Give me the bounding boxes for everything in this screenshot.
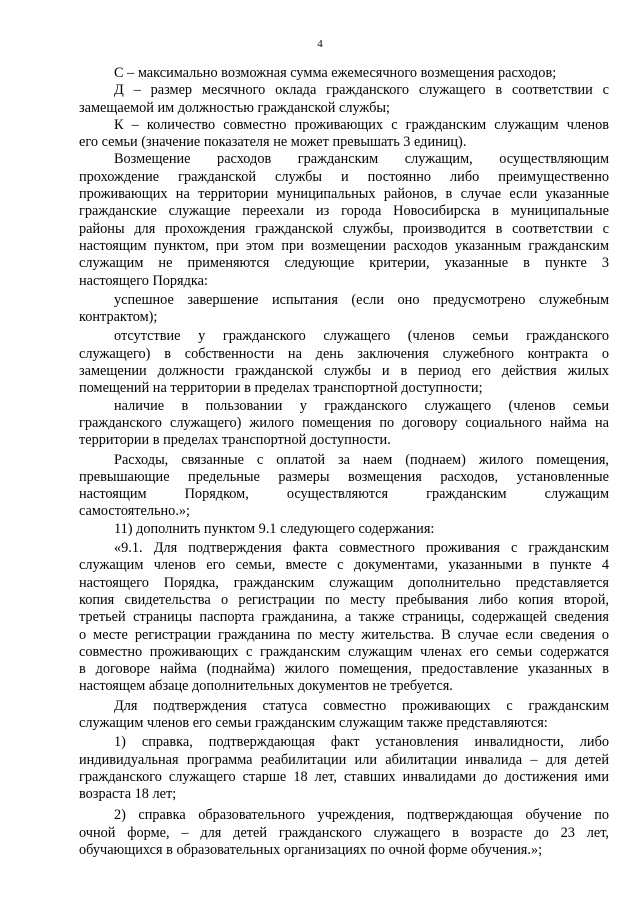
text-line: прохождение гражданской службы и постоянно либо преимущественно	[79, 168, 609, 185]
text-line: успешное завершение испытания (если оно предусмотрено служебным	[114, 291, 609, 308]
text-line: настоящего Порядка, гражданским служащим дополнительно представляется	[79, 574, 609, 591]
text-line: служащего) в собственности на день заключения служебного контракта о	[79, 345, 609, 362]
text-line: К – количество совместно проживающих с гражданским служащим членов	[114, 116, 609, 133]
text-line: возраста 18 лет;	[79, 786, 177, 803]
text-line: контрактом);	[79, 309, 158, 326]
text-line: гражданского служащего старше 18 лет, ставших инвалидами до достижения ими	[79, 768, 609, 785]
text-line: о месте регистрации гражданина по месту жительства. В случае если сведения о	[79, 626, 609, 643]
text-line: служащим членов его семьи, вместе с документами, указанными в пункте 4	[79, 557, 609, 574]
text-line: Возмещение расходов гражданским служащим, осуществляющим	[114, 151, 609, 168]
text-line: отсутствие у гражданского служащего (членов семьи гражданского	[114, 328, 609, 345]
text-line: замещаемой им должностью гражданской службы;	[79, 99, 390, 116]
text-line: С – максимально возможная сумма ежемесячного возмещения расходов;	[114, 65, 557, 81]
text-line: третьей страницы паспорта гражданина, а также страницы, содержащей сведения	[79, 609, 609, 626]
text-line: в договоре найма (поднайма) жилого помещения, предоставление указанных в	[79, 661, 609, 678]
text-line: служащим не применяются следующие критерии, указанные в пункте 3	[79, 255, 609, 272]
text-line: настоящим Порядком, осуществляются гражданским служащим	[79, 486, 609, 503]
text-line: его семьи (значение показателя не может превышать 3 единиц).	[79, 134, 467, 151]
text-line: настоящим пунктом, при этом при возмещении расходов указанным гражданским	[79, 237, 609, 254]
page-number: 4	[317, 38, 323, 50]
text-line: Д – размер месячного оклада гражданского служащего в соответствии с	[114, 82, 609, 99]
text-line: превышающие предельные размеры возмещения расходов, установленные	[79, 468, 609, 485]
text-line: проживающих на территории муниципальных районов, в случае если указанные	[79, 186, 609, 203]
text-line: обучающихся в образовательных организациях по очной форме обучения.»;	[79, 842, 543, 859]
text-line: служащим членов его семьи гражданским служащим также представляются:	[79, 714, 548, 731]
text-line: районы для прохождения гражданской службы, производится в соответствии с	[79, 220, 609, 237]
text-line: гражданские служащие переехали из города Новосибирска в муниципальные	[79, 203, 609, 220]
text-line: настоящем абзаце дополнительных документов не требуется.	[79, 678, 453, 695]
text-line: совместно проживающих с гражданским служащим членах его семьи содержатся	[79, 643, 609, 660]
text-line: Для подтверждения статуса совместно проживающих с гражданским	[114, 697, 609, 714]
text-line: замещении должности гражданской службы и в период его действия жилых	[79, 363, 609, 380]
text-line: гражданского служащего) жилого помещения по договору социального найма на	[79, 414, 609, 431]
text-line: 11) дополнить пунктом 9.1 следующего содержания:	[114, 520, 435, 537]
text-line: Расходы, связанные с оплатой за наем (поднаем) жилого помещения,	[114, 451, 609, 468]
text-line: 1) справка, подтверждающая факт установления инвалидности, либо	[114, 734, 609, 751]
text-line: индивидуальная программа реабилитации или абилитации инвалида – для детей	[79, 751, 609, 768]
text-line: самостоятельно.»;	[79, 503, 191, 520]
text-line: очной форме, – для детей гражданского служащего в возрасте до 23 лет,	[79, 824, 609, 841]
text-line: копия свидетельства о регистрации по месту пребывания либо копия второй,	[79, 591, 609, 608]
text-line: наличие в пользовании у гражданского служащего (членов семьи	[114, 397, 609, 414]
text-line: настоящего Порядка:	[79, 272, 208, 289]
text-line: «9.1. Для подтверждения факта совместного проживания с гражданским	[114, 540, 609, 557]
text-line: 2) справка образовательного учреждения, подтверждающая обучение по	[114, 807, 609, 824]
document-body	[79, 65, 609, 859]
text-line: территории в пределах транспортной доступности.	[79, 432, 391, 449]
text-line: помещений на территории в пределах транспортной доступности;	[79, 380, 483, 397]
